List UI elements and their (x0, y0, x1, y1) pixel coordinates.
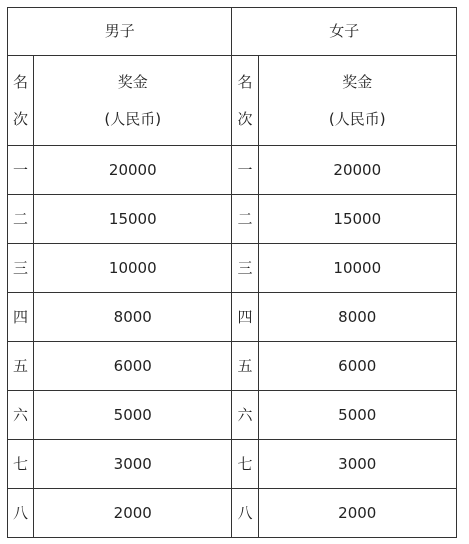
women-prize-cell: 20000 (258, 146, 456, 195)
men-rank-cell: 四 (8, 293, 34, 342)
table-row (8, 244, 457, 293)
men-rank-cell: 七 (8, 440, 34, 489)
rank-header-line-1: 名 (237, 72, 253, 91)
table-row (8, 391, 457, 440)
table-row (8, 146, 457, 195)
table-row (8, 195, 457, 244)
women-rank-cell: 四 (232, 293, 258, 342)
women-prize-cell: 3000 (258, 440, 456, 489)
men-prize-cell: 8000 (34, 293, 232, 342)
men-prize-cell: 15000 (34, 195, 232, 244)
rank-header-line-2: 次 (237, 109, 253, 128)
women-rank-cell: 三 (232, 244, 258, 293)
men-rank-cell: 八 (8, 489, 34, 538)
men-rank-cell: 一 (8, 146, 34, 195)
women-prize-cell: 6000 (258, 342, 456, 391)
table-row (8, 489, 457, 538)
group-header-row (8, 8, 457, 56)
men-rank-cell: 二 (8, 195, 34, 244)
rank-header-line-1: 名 (13, 72, 29, 91)
women-amount-header (258, 56, 456, 146)
men-prize-cell: 5000 (34, 391, 232, 440)
women-prize-cell: 15000 (258, 195, 456, 244)
women-rank-cell: 八 (232, 489, 258, 538)
amount-header-line-1: 奖金 (342, 72, 373, 91)
women-rank-cell: 五 (232, 342, 258, 391)
men-prize-cell: 6000 (34, 342, 232, 391)
women-group-header: 女子 (232, 8, 457, 56)
rank-header-line-2: 次 (13, 109, 29, 128)
women-prize-cell: 5000 (258, 391, 456, 440)
men-amount-header (34, 56, 232, 146)
men-rank-cell: 五 (8, 342, 34, 391)
prize-table (7, 7, 457, 538)
women-rank-cell: 六 (232, 391, 258, 440)
men-prize-cell: 3000 (34, 440, 232, 489)
men-prize-cell: 20000 (34, 146, 232, 195)
table-row (8, 342, 457, 391)
amount-header-line-2: (人民币) (104, 109, 162, 128)
women-prize-cell: 10000 (258, 244, 456, 293)
amount-header-line-1: 奖金 (117, 72, 148, 91)
table-row (8, 293, 457, 342)
women-rank-cell: 一 (232, 146, 258, 195)
men-rank-cell: 六 (8, 391, 34, 440)
table-row (8, 440, 457, 489)
column-header-row (8, 56, 457, 146)
men-prize-cell: 2000 (34, 489, 232, 538)
women-prize-cell: 2000 (258, 489, 456, 538)
women-rank-cell: 二 (232, 195, 258, 244)
men-prize-cell: 10000 (34, 244, 232, 293)
prize-table-body (8, 8, 457, 538)
amount-header-line-2: (人民币) (328, 109, 386, 128)
men-rank-header (8, 56, 34, 146)
women-prize-cell: 8000 (258, 293, 456, 342)
men-group-header: 男子 (8, 8, 232, 56)
men-rank-cell: 三 (8, 244, 34, 293)
women-rank-header (232, 56, 258, 146)
women-rank-cell: 七 (232, 440, 258, 489)
